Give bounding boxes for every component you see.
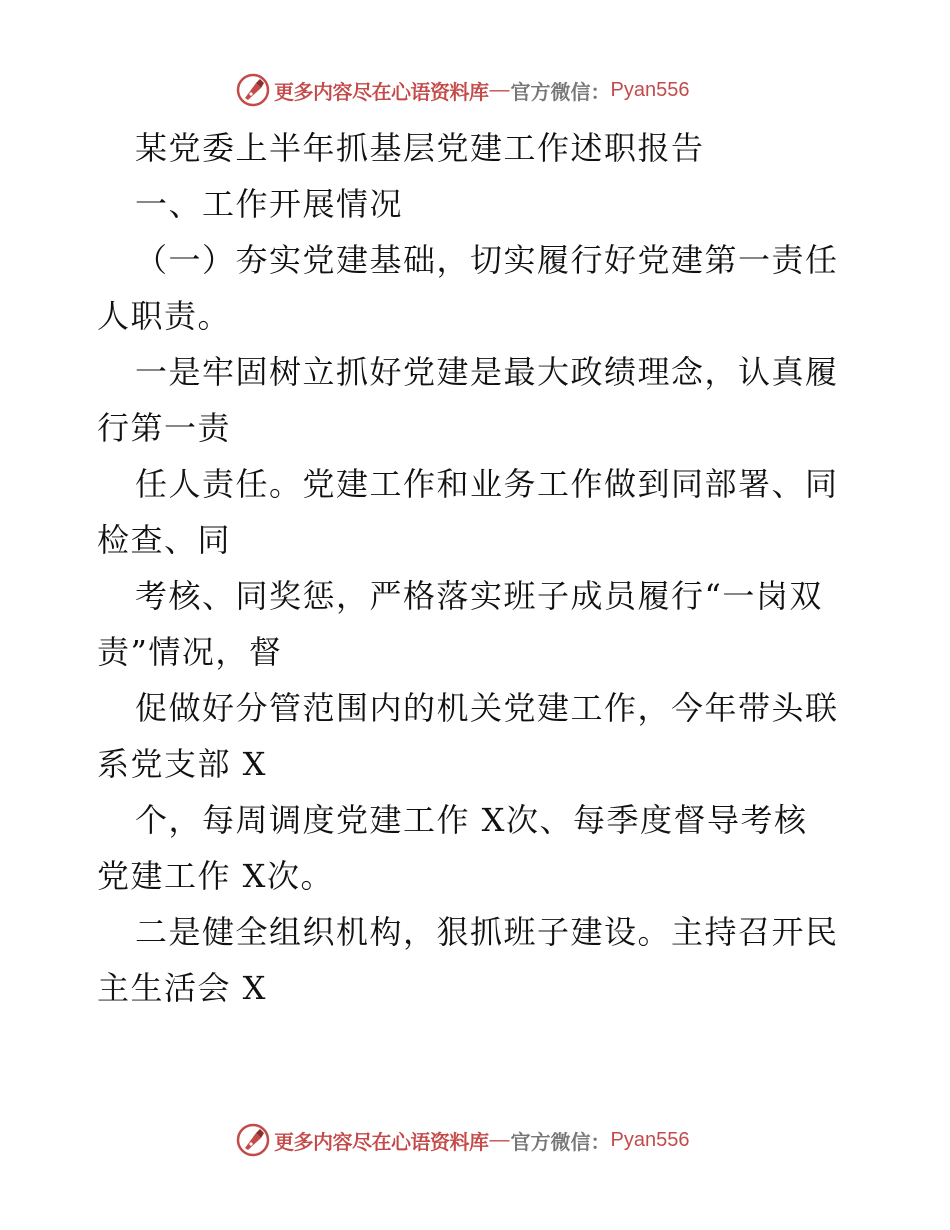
watermark-wechat-id: Pyan556 bbox=[610, 1128, 690, 1151]
watermark-text: 更多内容尽在心语资料库 bbox=[274, 1129, 489, 1154]
pen-nib-logo-icon bbox=[236, 73, 270, 107]
document-line: 任人责任。党建工作和业务工作做到同部署、同 bbox=[135, 465, 839, 503]
document-line: 某党委上半年抓基层党建工作述职报告 bbox=[135, 129, 705, 167]
watermark-dash: — bbox=[489, 78, 510, 101]
document-line: 检查、同 bbox=[97, 521, 232, 559]
document-line: 系党支部 X bbox=[97, 745, 267, 783]
document-line: 行第一责 bbox=[97, 409, 232, 447]
watermark-wechat-label: 官方微信： bbox=[510, 1129, 611, 1154]
document-line: 人职责。 bbox=[97, 297, 232, 335]
watermark-dash: — bbox=[489, 1128, 510, 1151]
document-line: 一、工作开展情况 bbox=[135, 185, 404, 223]
document-line: （一）夯实党建基础，切实履行好党建第一责任 bbox=[135, 241, 839, 279]
header-watermark bbox=[236, 72, 689, 108]
document-line: 一是牢固树立抓好党建是最大政绩理念，认真履 bbox=[135, 353, 839, 391]
document-line: 个，每周调度党建工作 X次、每季度督导考核 bbox=[135, 801, 808, 839]
document-line: 促做好分管范围内的机关党建工作，今年带头联 bbox=[135, 689, 839, 727]
document-line: 党建工作 X次。 bbox=[97, 857, 334, 895]
document-line: 二是健全组织机构，狠抓班子建设。主持召开民 bbox=[135, 913, 839, 951]
watermark-wechat-label: 官方微信： bbox=[510, 79, 611, 104]
document-line: 考核、同奖惩，严格落实班子成员履行“一岗双 bbox=[135, 577, 823, 615]
document-line: 责”情况，督 bbox=[97, 633, 283, 671]
watermark-text: 更多内容尽在心语资料库 bbox=[274, 79, 489, 104]
footer-watermark bbox=[236, 1122, 689, 1158]
watermark-wechat-id: Pyan556 bbox=[610, 78, 690, 101]
document-body bbox=[97, 120, 857, 1016]
pen-nib-logo-icon bbox=[236, 1123, 270, 1157]
document-line: 主生活会 X bbox=[97, 969, 267, 1007]
